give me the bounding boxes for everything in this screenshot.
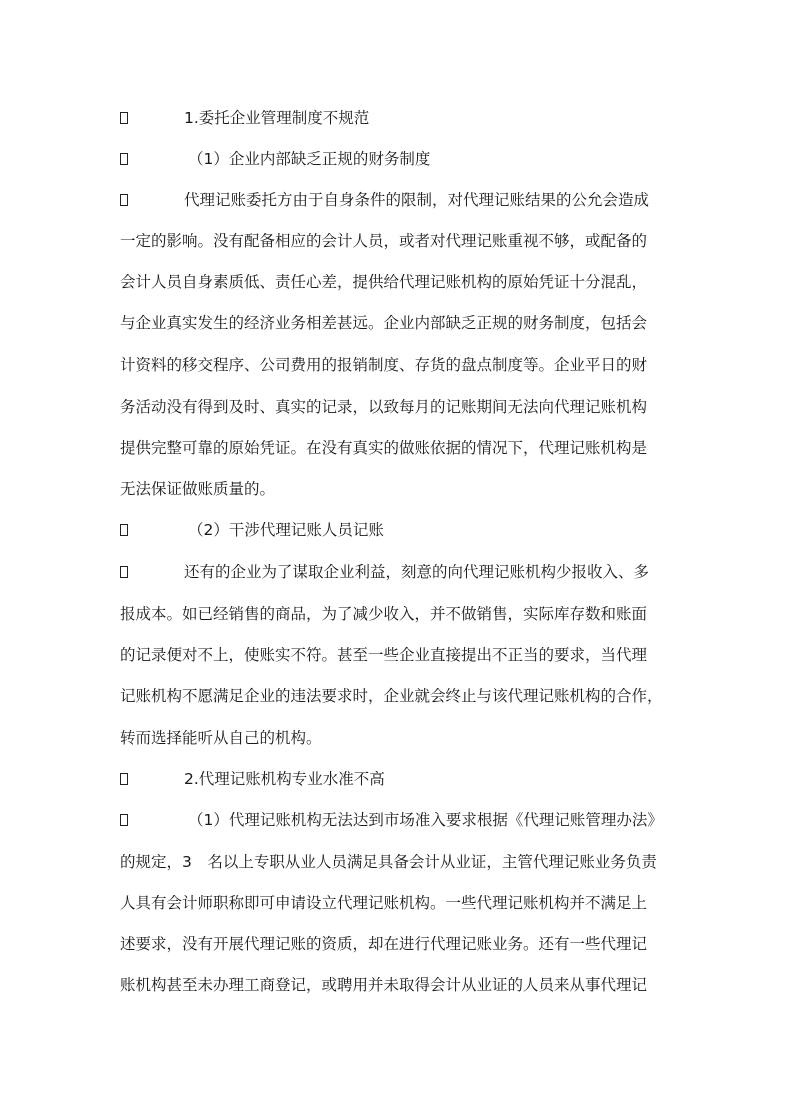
paragraph-line: （1）代理记账机构无法达到市场准入要求根据《代理记账管理办法》 xyxy=(188,811,663,829)
bullet-marker xyxy=(120,524,128,536)
paragraph-line: 无法保证做账质量的。 xyxy=(120,480,276,498)
paragraph-line: 转而选择能听从自己的机构。 xyxy=(120,729,322,747)
paragraph-line: 述要求，没有开展代理记账的资质，却在进行代理记账业务。还有一些代理记 xyxy=(120,935,648,953)
subsection-heading: （1）企业内部缺乏正规的财务制度 xyxy=(188,150,431,168)
bullet-marker xyxy=(120,566,128,578)
paragraph-line: 与企业真实发生的经济业务相差甚远。企业内部缺乏正规的财务制度，包括会 xyxy=(120,314,648,332)
subsection-heading: （2）干涉代理记账人员记账 xyxy=(188,521,384,539)
bullet-marker xyxy=(120,112,128,124)
section-heading: 2.代理记账机构专业水准不高 xyxy=(184,770,385,788)
bullet-marker xyxy=(120,773,128,785)
paragraph-line: 的记录便对不上，使账实不符。甚至一些企业直接提出不正当的要求，当代理 xyxy=(120,646,648,664)
paragraph-line: 人具有会计师职称即可申请设立代理记账机构。一些代理记账机构并不满足上 xyxy=(120,894,648,912)
paragraph-line: 计资料的移交程序、公司费用的报销制度、存货的盘点制度等。企业平日的财 xyxy=(120,356,648,374)
paragraph-line: 的规定，3 名以上专职从业人员满足具备会计从业证，主管代理记账业务负责 xyxy=(120,853,657,871)
paragraph-line: 记账机构不愿满足企业的违法要求时，企业就会终止与该代理记账机构的合作， xyxy=(120,687,663,705)
paragraph-line: 账机构甚至未办理工商登记，或聘用并未取得会计从业证的人员来从事代理记 xyxy=(120,976,648,994)
bullet-marker xyxy=(120,153,128,165)
bullet-marker xyxy=(120,194,128,206)
paragraph-line: 还有的企业为了谋取企业利益，刻意的向代理记账机构少报收入、多 xyxy=(184,563,650,581)
paragraph-line: 代理记账委托方由于自身条件的限制，对代理记账结果的公允会造成 xyxy=(184,191,650,209)
paragraph-line: 报成本。如已经销售的商品，为了减少收入，并不做销售，实际库存数和账面 xyxy=(120,605,648,623)
section-heading: 1.委托企业管理制度不规范 xyxy=(184,109,370,127)
paragraph-line: 提供完整可靠的原始凭证。在没有真实的做账依据的情况下，代理记账机构是 xyxy=(120,439,648,457)
paragraph-line: 务活动没有得到及时、真实的记录，以致每月的记账期间无法向代理记账机构 xyxy=(120,398,648,416)
paragraph-line: 一定的影响。没有配备相应的会计人员，或者对代理记账重视不够，或配备的 xyxy=(120,232,648,250)
paragraph-line: 会计人员自身素质低、责任心差，提供给代理记账机构的原始凭证十分混乱， xyxy=(120,273,648,291)
bullet-marker xyxy=(120,814,128,826)
